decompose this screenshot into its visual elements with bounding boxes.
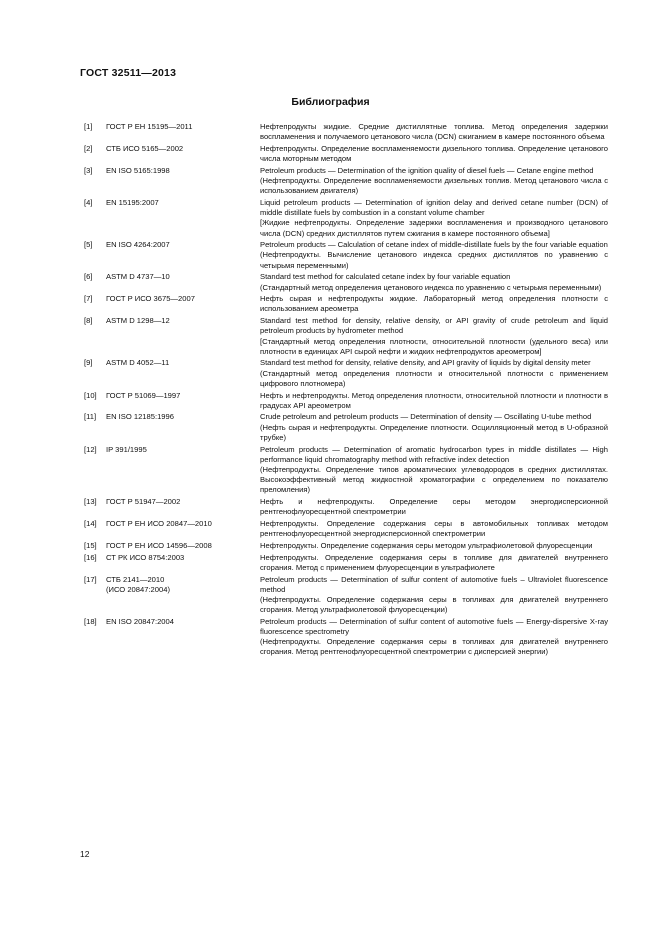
bibliography-entry	[84, 198, 610, 239]
document-code: ГОСТ Р ЕН 15195—2011	[106, 122, 193, 131]
entry-document-id	[106, 617, 260, 658]
bibliography-entry	[84, 519, 610, 539]
description-paragraph: Crude petroleum and petroleum products — Determination of density — Oscillating U-tube method	[260, 412, 592, 422]
entry-number: [7]	[84, 294, 93, 304]
entry-document-id	[106, 316, 260, 357]
description-paragraph: (Нефтепродукты. Вычисление цетанового индекса средних дистиллятов по уравнению с четырьмя переменными)	[260, 250, 608, 270]
document-header: ГОСТ 32511—2013	[80, 67, 177, 79]
document-code: СТ РК ИСО 8754:2003	[106, 552, 185, 562]
description-paragraph: (Нефтепродукты. Определение типов ароматических углеводородов в средних дистиллятах. Высокоэффективный метод жидкостной хроматографии с определением по показателю преломления)	[260, 465, 608, 495]
document-code: IP 391/1995	[106, 444, 147, 454]
description-paragraph: Нефть и нефтепродукты. Определение серы методом энергодисперсионной рентгенофлуоресцентной спектрометрии	[260, 497, 608, 517]
entry-number: [18]	[84, 616, 97, 626]
document-code: EN ISO 5165:1998	[106, 165, 170, 175]
entry-number: [15]	[84, 540, 97, 550]
description-paragraph: (Нефтепродукты. Определение содержания серы в топливах для двигателей внутреннего сгорания. Метод ультрафиолетовой флуоресценции)	[260, 594, 608, 615]
description-paragraph: Нефтепродукты. Определение содержания серы в автомобильных топливах методом рентгенофлуоресцентной энергодисперсионной спектрометрии	[260, 519, 608, 539]
section-title: Библиография	[291, 96, 370, 108]
bibliography-entry	[84, 294, 610, 314]
description-paragraph: Petroleum products — Determination of the ignition quality of diesel fuels — Cetane engine method	[260, 165, 594, 175]
document-code: ГОСТ Р 51069—1997	[106, 390, 181, 400]
entry-document-id	[106, 240, 260, 271]
entry-number: [12]	[84, 444, 97, 454]
entry-number: [14]	[84, 519, 97, 529]
entry-description	[260, 294, 608, 314]
entry-description	[260, 272, 608, 292]
entry-description	[260, 391, 608, 411]
document-code: EN ISO 12185:1996	[106, 412, 174, 422]
document-code: ГОСТ Р 51947—2002	[106, 497, 181, 507]
entry-document-id	[106, 445, 260, 496]
entry-description	[260, 412, 608, 443]
entry-description	[260, 541, 608, 551]
bibliography-entry	[84, 391, 610, 411]
description-paragraph: Нефтепродукты. Определение содержания серы в топливе для двигателей внутреннего сгорания. Метод с применением флуоресценции в ультрафиолете	[260, 552, 608, 572]
bibliography-entry	[84, 445, 610, 496]
entry-number: [6]	[84, 272, 93, 282]
document-code: СТБ 2141—2010	[106, 574, 165, 584]
entry-description	[260, 240, 608, 271]
bibliography-entry	[84, 144, 610, 164]
entry-number: [3]	[84, 165, 93, 175]
description-paragraph: Standard test method for density, relative density, or API gravity of crude petroleum and liquid petroleum products by hydrometer method	[260, 316, 608, 336]
entry-description	[260, 144, 608, 164]
entry-number: [8]	[84, 316, 93, 326]
entry-document-id	[106, 198, 260, 239]
entry-number: [16]	[84, 552, 97, 562]
description-paragraph: Petroleum products — Determination of sulfur content of automotive fuels — Energy-dispersive X-ray fluorescence spectrometry	[260, 616, 608, 637]
description-paragraph: Standard test method for density, relative density, and API gravity of liquids by digital density meter	[260, 358, 591, 368]
bibliography-entry	[84, 240, 610, 271]
entry-number: [1]	[84, 122, 93, 131]
document-code: ГОСТ Р ЕН ИСО 20847—2010	[106, 519, 212, 529]
entry-description	[260, 316, 608, 357]
bibliography-entry	[84, 575, 610, 616]
entry-description	[260, 445, 608, 496]
entry-document-id	[106, 553, 260, 573]
description-paragraph: Standard test method for calculated cetane index by four variable equation	[260, 272, 511, 282]
document-code: EN ISO 4264:2007	[106, 240, 170, 250]
entry-document-id	[106, 358, 260, 389]
description-paragraph: [Стандартный метод определения плотности, относительной плотности (удельного веса) или плотности в единицах API сырой нефти и жидких нефтепродуктов ареометром]	[260, 336, 608, 356]
description-paragraph: Liquid petroleum products — Determination of ignition delay and derived cetane number (DCN) of middle distillate fuels by combustion in a constant volume chamber	[260, 197, 608, 218]
bibliography-list	[84, 122, 610, 659]
bibliography-entry	[84, 272, 610, 292]
description-paragraph: Нефть и нефтепродукты. Метод определения плотности, относительной плотности и плотности в градусах API ареометром	[260, 390, 608, 410]
page-number: 12	[80, 849, 90, 859]
document-code: ASTM D 4052—11	[106, 358, 170, 368]
entry-document-id	[106, 122, 260, 142]
document-code: ASTM D 4737—10	[106, 272, 170, 282]
document-code: EN 15195:2007	[106, 197, 159, 207]
description-paragraph: Petroleum products — Determination of sulfur content of automotive fuels – Ultraviolet fluorescence method	[260, 574, 608, 594]
description-paragraph: Нефтепродукты. Определение воспламеняемости дизельного топлива. Определение цетанового числа моторным методом	[260, 143, 608, 164]
bibliography-entry	[84, 553, 610, 573]
description-paragraph: (Стандартный метод определения плотности и относительной плотности с применением цифрового плотномера)	[260, 368, 608, 388]
entry-description	[260, 122, 608, 142]
entry-description	[260, 617, 608, 658]
document-code: ГОСТ Р ЕН ИСО 14596—2008	[106, 540, 212, 550]
description-paragraph: Petroleum products — Determination of aromatic hydrocarbon types in middle distillates — High performance liquid chromatography method with refractive index detection	[260, 444, 608, 464]
document-code: ASTM D 1298—12	[106, 316, 170, 326]
document-code-alt: (ИСО 20847:2004)	[106, 584, 170, 594]
entry-number: [2]	[84, 143, 93, 153]
entry-document-id	[106, 294, 260, 314]
entry-description	[260, 519, 608, 539]
bibliography-entry	[84, 497, 610, 517]
entry-description	[260, 553, 608, 573]
description-paragraph: (Нефтепродукты. Определение воспламеняемости дизельных топлив. Метод цетанового числа с использованием двигателя)	[260, 176, 608, 196]
description-paragraph: [Жидкие нефтепродукты. Определение задержки воспламенения и производного цетанового числа (DCN) средних дистиллятов путем сжигания в камере постоянного объема]	[260, 218, 608, 238]
bibliography-entry	[84, 412, 610, 443]
entry-document-id	[106, 166, 260, 197]
entry-number: [9]	[84, 358, 93, 368]
entry-document-id	[106, 272, 260, 292]
bibliography-entry	[84, 358, 610, 389]
entry-document-id	[106, 412, 260, 443]
description-paragraph: Нефть сырая и нефтепродукты жидкие. Лабораторный метод определения плотности с использованием ареометра	[260, 294, 608, 314]
entry-document-id	[106, 497, 260, 517]
entry-number: [17]	[84, 574, 97, 584]
document-code: EN ISO 20847:2004	[106, 616, 174, 626]
entry-number: [5]	[84, 240, 93, 250]
entry-document-id	[106, 391, 260, 411]
entry-description	[260, 358, 608, 389]
description-paragraph: Нефтепродукты. Определение содержания серы методом ультрафиолетовой флуоресценции	[260, 540, 593, 550]
entry-document-id	[106, 144, 260, 164]
bibliography-entry	[84, 316, 610, 357]
document-code: СТБ ИСО 5165—2002	[106, 143, 184, 153]
description-paragraph: Petroleum products — Calculation of cetane index of middle-distillate fuels by the four variable equation	[260, 240, 608, 250]
description-paragraph: (Стандартный метод определения цетанового индекса по уравнению с четырьмя переменными)	[260, 282, 602, 292]
entry-document-id	[106, 519, 260, 539]
document-code: ГОСТ Р ИСО 3675—2007	[106, 294, 195, 304]
entry-description	[260, 166, 608, 197]
entry-number: [11]	[84, 412, 97, 422]
bibliography-entry	[84, 541, 610, 551]
description-paragraph: (Нефтепродукты. Определение содержания серы в топливах для двигателей внутреннего сгорания. Метод рентгенофлуоресцентной спектрометрии с дисперсией энергии)	[260, 637, 608, 657]
entry-number: [13]	[84, 497, 97, 507]
entry-description	[260, 497, 608, 517]
description-paragraph: Нефтепродукты жидкие. Средние дистиллятные топлива. Метод определения задержки воспламенения и получаемого цетанового числа (DCN) сжиганием в камере постоянного объема	[260, 122, 608, 142]
description-paragraph: (Нефть сырая и нефтепродукты. Определение плотности. Осцилляционный метод в U-образной трубке)	[260, 422, 608, 442]
bibliography-entry	[84, 122, 610, 142]
entry-document-id	[106, 575, 260, 616]
entry-number: [4]	[84, 197, 93, 207]
entry-document-id	[106, 541, 260, 551]
entry-description	[260, 198, 608, 239]
bibliography-entry	[84, 617, 610, 658]
entry-number: [10]	[84, 390, 97, 400]
entry-description	[260, 575, 608, 616]
bibliography-entry	[84, 166, 610, 197]
